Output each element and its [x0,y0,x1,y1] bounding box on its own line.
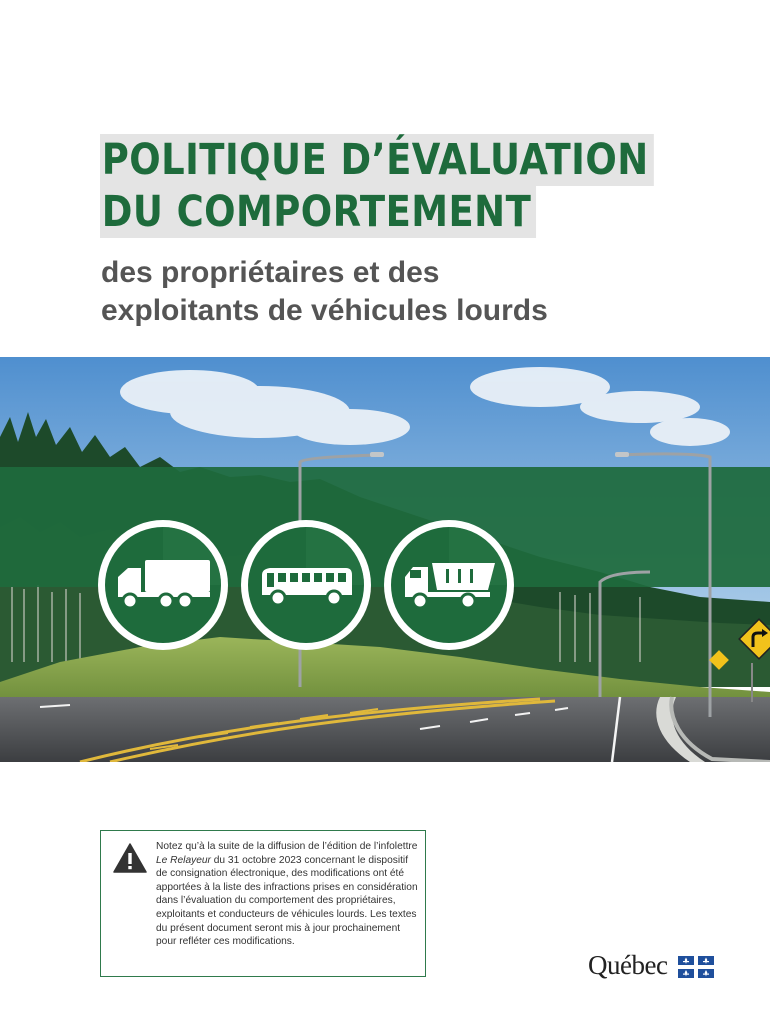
subtitle-line-1: des propriétaires et des [101,256,440,289]
document-subtitle [101,254,681,330]
fleur-de-lis-flag-icon [678,956,714,978]
badge-bus [241,520,371,650]
quebec-wordmark: Québec [588,950,668,980]
subtitle-line-2: exploitants de véhicules lourds [101,294,548,327]
notice-box [100,830,426,977]
warning-icon [113,843,147,873]
title-line-1: POLITIQUE D’ÉVALUATION [100,134,654,186]
badge-dump-truck [384,520,514,650]
document-title [100,134,660,238]
newsletter-name: Le Relayeur [156,854,211,866]
hero-image [0,357,770,762]
notice-text: Notez qu’à la suite de la diffusion de l’édition de l’infolettre Le Relayeur du 31 octobre 2023 concernant le dispositif de consignation électronique, des modifications ont été apportées à la liste des infractions prises en considération dans l’évaluation du comportement des propriétaires, exploitants et conducteurs de véhicules lourds. Les textes du présent document seront mis à jour prochainement pour refléter ces modifications. [156,841,418,948]
title-line-2: DU COMPORTEMENT [100,186,536,238]
quebec-logo [588,952,728,982]
badge-truck [98,520,228,650]
